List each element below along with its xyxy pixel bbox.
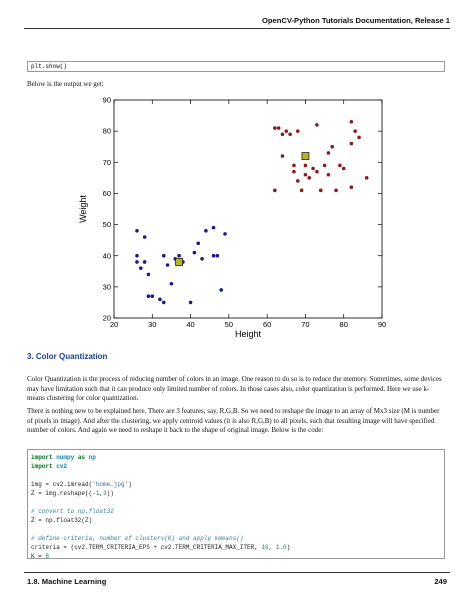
scatter-point <box>200 257 204 261</box>
scatter-point <box>177 254 181 258</box>
code-line: Z = img.reshape((-1,3)) <box>31 490 114 497</box>
code-line: criteria = (cv2.TERM_CRITERIA_EPS + cv2.TERM_CRITERIA_MAX_ITER, 10, 1.0) <box>31 544 291 551</box>
scatter-point <box>353 129 357 133</box>
scatter-point <box>315 123 319 127</box>
y-axis-label: Weight <box>78 195 88 223</box>
scatter-point <box>204 229 208 233</box>
scatter-point <box>327 151 331 155</box>
plot-area <box>114 100 382 318</box>
keyword: as <box>77 454 86 461</box>
scatter-point <box>143 260 147 264</box>
scatter-point <box>284 129 288 133</box>
scatter-point <box>338 164 342 168</box>
section-heading: 3. Color Quantization <box>27 352 108 361</box>
scatter-point <box>365 176 369 180</box>
page-number: 249 <box>434 577 447 586</box>
scatter-point <box>162 254 166 258</box>
scatter-point <box>327 173 331 177</box>
y-tick-label: 90 <box>102 95 111 105</box>
scatter-point <box>193 251 197 255</box>
code-line: Z = np.float32(Z) <box>31 517 93 524</box>
scatter-point <box>304 164 308 168</box>
footer-section: 1.8. Machine Learning <box>27 577 107 586</box>
x-tick-label: 30 <box>148 320 157 329</box>
code-line-blank <box>28 525 444 534</box>
code-block-plt-show <box>27 61 445 72</box>
scatter-point <box>135 260 139 264</box>
y-tick-label: 80 <box>102 126 111 136</box>
scatter-point <box>342 167 346 171</box>
scatter-point <box>212 226 216 230</box>
code-block-kmeans <box>27 449 445 559</box>
code-line-blank <box>28 498 444 507</box>
code-comment: # convert to np.float32 <box>31 508 114 515</box>
scatter-point <box>300 189 304 193</box>
header-rule <box>24 28 450 29</box>
y-tick-label: 60 <box>102 189 111 199</box>
x-tick-label: 20 <box>109 320 119 329</box>
running-header: OpenCV-Python Tutorials Documentation, Release 1 <box>261 16 450 25</box>
y-tick-label: 20 <box>102 313 111 323</box>
paragraph-explanation: There is nothing new to be explained here. There are 3 features, say, R,G,B. So we need to reshape the image to an array of Mx3 size (M is number of pixels in image). And after the clustering, we apply centroid values (it is also R,G,B) to all pixels, such that resulting image will have specified number of colors. And again we need to reshape it back to the shape of original image. Below is the code: <box>27 407 440 434</box>
scatter-point <box>296 129 300 133</box>
scatter-point <box>166 263 170 267</box>
code-line: K = 8 <box>31 553 50 560</box>
scatter-point <box>277 126 281 130</box>
scatter-point <box>330 145 334 149</box>
y-tick-label: 30 <box>102 282 111 292</box>
scatter-point <box>315 170 319 174</box>
scatter-point <box>307 176 311 180</box>
x-tick-label: 80 <box>339 320 348 329</box>
keyword: import <box>31 463 53 470</box>
scatter-point <box>150 294 154 298</box>
x-tick-label: 70 <box>301 320 310 329</box>
y-tick-label: 40 <box>102 251 111 261</box>
y-tick-label: 70 <box>102 157 111 167</box>
footer-rule <box>24 572 450 573</box>
scatter-point <box>147 294 151 298</box>
paragraph-color-quantization: Color Quantization is the process of reducing number of colors in an image. One reason to do so is to reduce the memory. Sometimes, some devices may have limitation such that it can produce only limited number of colors. In those cases also, color quantization is performed. Here we use k-means clustering for color quantization. <box>27 375 442 402</box>
scatter-point <box>143 235 147 239</box>
scatter-point <box>135 229 139 233</box>
scatter-point <box>292 170 296 174</box>
scatter-point <box>304 173 308 177</box>
scatter-point <box>196 241 200 245</box>
module-name: cv2 <box>52 463 68 470</box>
scatter-point <box>273 126 277 130</box>
string-literal: 'home.jpg' <box>92 481 129 488</box>
scatter-point <box>212 254 216 258</box>
scatter-point <box>292 164 296 168</box>
scatter-point <box>273 189 277 193</box>
code-line: img = cv2.imread('home.jpg') <box>31 481 132 488</box>
scatter-point <box>288 132 292 136</box>
scatter-point <box>158 298 162 302</box>
module-name: np <box>85 454 96 461</box>
scatter-point <box>311 167 315 171</box>
code-comment: # define criteria, number of clusters(K) and apply kmeans() <box>31 535 244 542</box>
code-line <box>28 462 444 471</box>
code-line: plt.show() <box>31 63 68 70</box>
scatter-point <box>189 301 193 305</box>
scatter-point <box>323 164 327 168</box>
code-line <box>28 453 444 462</box>
scatter-point <box>350 185 354 189</box>
scatter-point <box>216 254 220 258</box>
scatter-point <box>219 288 223 292</box>
scatter-point <box>357 136 361 140</box>
x-tick-label: 60 <box>262 320 272 329</box>
cluster-center-marker <box>302 153 309 160</box>
x-tick-label: 40 <box>186 320 195 329</box>
scatter-point <box>281 132 285 136</box>
scatter-point <box>135 254 139 258</box>
scatter-point <box>350 120 354 124</box>
scatter-plot <box>78 93 408 343</box>
scatter-point <box>162 301 166 305</box>
scatter-point <box>170 282 174 286</box>
scatter-point <box>223 232 227 236</box>
cluster-center-marker <box>176 258 183 265</box>
scatter-point <box>319 189 323 193</box>
y-tick-label: 50 <box>102 220 111 230</box>
code-line-blank <box>28 471 444 480</box>
x-tick-label: 90 <box>377 320 387 329</box>
intro-text: Below is the output we get: <box>27 80 104 88</box>
scatter-point <box>147 273 151 277</box>
scatter-point <box>296 179 300 183</box>
scatter-point <box>139 266 143 270</box>
scatter-point <box>334 189 338 193</box>
module-name: numpy <box>52 454 78 461</box>
scatter-point <box>281 154 285 158</box>
scatter-point <box>350 142 354 146</box>
x-tick-label: 50 <box>224 320 234 329</box>
x-axis-label: Height <box>234 329 262 339</box>
keyword: import <box>31 454 53 461</box>
